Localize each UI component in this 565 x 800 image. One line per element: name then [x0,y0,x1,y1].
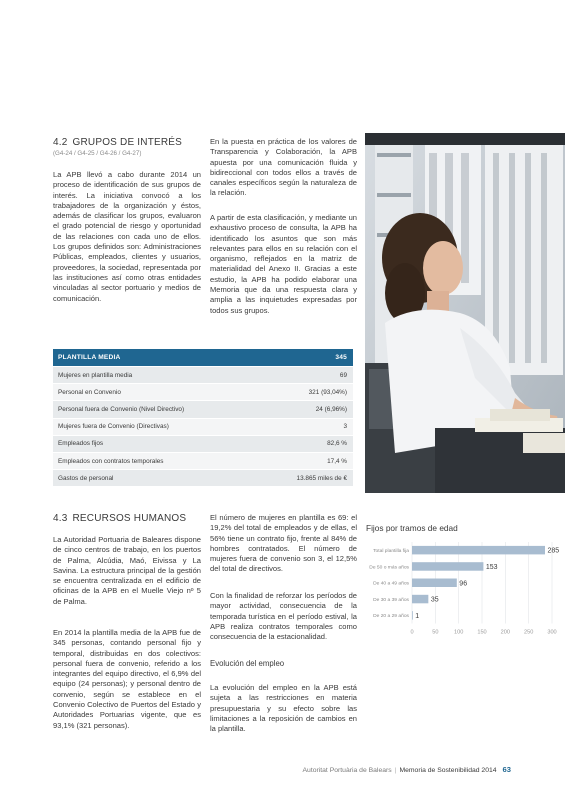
table-cell-value: 13.865 miles de € [296,474,347,482]
table-row [53,453,353,470]
table-cell-label: Personal fuera de Convenio (Nivel Directivo) [58,405,185,413]
paragraph-evolucion: La evolución del empleo en la APB está sujeta a las restricciones en materia presupuestaria y su efecto sobre las limitaciones a la reposición de cambios en la plantilla. [210,683,357,734]
paragraph-rrhh-3: El número de mujeres en plantilla es 69: el 19,2% del total de empleados y de ellas, el 56% tiene un contrato fijo, frente al 84% de hombres contratados. El número de mujeres fuera de convenio son 3, el 12,5% del total de directivos. [210,513,357,574]
table-cell-value: 69 [339,371,347,379]
bar [412,611,413,620]
table-header-label: PLANTILLA MEDIA [58,354,121,361]
x-tick-label: 50 [432,629,439,636]
table-cell-value: 3 [343,423,347,431]
category-label: De 20 a 29 años [373,614,409,620]
section-heading-recursos-humanos [53,513,186,524]
table-cell-label: Personal en Convenio [58,388,121,396]
table-cell-label: Gastos de personal [58,474,114,482]
paragraph-grupos-1: La APB llevó a cabo durante 2014 un proceso de identificación de sus grupos de interés. La iniciativa convocó a los trabajadores de la organización y éstos, además de clasificar los grupos, evaluaron el grado potencial de riesgo y oportunidad de las relaciones con cada uno de ellos. Los grupos definidos son: Administraciones Públicas, empleados, clientes y usuarios, proveedores, la sociedad, representada por las instituciones así como otras entidades vinculadas al sector portuario y medios de comunicación. [53,170,201,303]
bar [412,579,457,588]
category-label: De 40 a 49 años [373,581,409,587]
data-label: 1 [415,612,420,620]
bar [412,546,545,555]
paragraph-rrhh-4: Con la finalidad de reforzar los períodos de mayor actividad, consecuencia de la temporada turística en el período estival, la APB realiza contratos temporales como consecuencia de la estacionalidad. [210,591,357,642]
table-header-value: 345 [335,354,347,361]
gri-references: (G4-24 / G4-25 / G4-26 / G4-27) [53,150,142,157]
data-label: 153 [485,563,498,571]
paragraph-grupos-2: En la puesta en práctica de los valores de Transparencia y Colaboración, la APB apuesta por una comunicación fluida y bidireccional con todos ellos a través de canales específicos según la naturaleza de la relación. [210,137,357,198]
table-cell-label: Mujeres en plantilla media [58,371,133,379]
paragraph-rrhh-2: En 2014 la plantilla media de la APB fue de 345 personas, contando personal fijo y temporal, distribuidas en dos colectivos: personal fuera de convenio, referido a los integrantes del equipo directivo, el 6,9% del equipo (24 personas); y personal dentro de convenio, según se establece en el Convenio Colectivo de Puertos del Estado y Autoridades Portuarias vigente, que es 93,1% (321 personas). [53,628,201,730]
table-row [53,470,353,487]
table-cell-label: Empleados fijos [58,440,104,448]
footer-separator: | [394,767,397,774]
table-row [53,367,353,384]
section-heading-grupos-interes [53,137,182,148]
page-number: 63 [502,765,511,774]
data-label: 285 [547,547,560,555]
data-label: 96 [459,580,468,588]
paragraph-rrhh-1: La Autoridad Portuaria de Baleares dispone de cinco centros de trabajo, en los puertos de Palma, Alcúdia, Maó, Eivissa y La Savina. La estructura principal de la gestión se encuentra centralizada en el edificio de oficinas de la APB en el Muelle Viejo nº 5 de Palma. [53,535,201,606]
table-cell-value: 17,4 % [327,457,347,465]
page-footer [303,765,512,774]
section-number: 4.3 [53,513,68,524]
office-worker-photo [365,133,565,493]
chart-title: Fijos por tramos de edad [366,523,458,533]
table-row [53,419,353,436]
category-label: Total plantilla fija [373,548,409,554]
category-label: De 50 o más años [369,565,409,571]
table-row [53,401,353,418]
bar [412,595,428,604]
data-label: 35 [430,596,439,604]
age-bracket-bar-chart [366,538,561,643]
table-row [53,436,353,453]
table-cell-value: 82,6 % [327,440,347,448]
table-cell-label: Empleados con contratos temporales [58,457,164,465]
footer-org: Autoritat Portuària de Balears [302,767,392,774]
x-tick-label: 300 [547,629,557,636]
section-number: 4.2 [53,137,68,148]
x-tick-label: 250 [523,629,534,636]
table-cell-value: 24 (6,96%) [315,405,347,413]
x-tick-label: 200 [500,629,511,636]
x-tick-label: 0 [410,629,414,636]
section-title: RECURSOS HUMANOS [72,513,187,524]
section-title: GRUPOS DE INTERÉS [72,137,183,148]
x-tick-label: 100 [453,629,464,636]
table-cell-value: 321 (93,04%) [308,388,347,396]
paragraph-grupos-3: A partir de esta clasificación, y mediante un exhaustivo proceso de consulta, la APB ha identificado los asuntos que son más relevantes para ellos en su relación con el organismo, reflejados en la matriz de materialidad del Anexo II. Gracias a este estudio, la APB ha podido elaborar una Memoria que da una respuesta clara y amplia a las inquietudes expresadas por todos sus grupos. [210,213,357,315]
footer-report-title: Memoria de Sostenibilidad 2014 [399,767,497,774]
photo-illustration [365,133,565,493]
x-tick-label: 150 [477,629,487,636]
table-row [53,384,353,401]
plantilla-media-table [53,349,353,487]
evolution-subheading: Evolución del empleo [210,659,285,668]
category-label: De 30 a 39 años [373,597,409,603]
table-cell-label: Mujeres fuera de Convenio (Directivas) [58,423,169,431]
table-header-row [53,349,353,367]
bar [412,562,483,571]
